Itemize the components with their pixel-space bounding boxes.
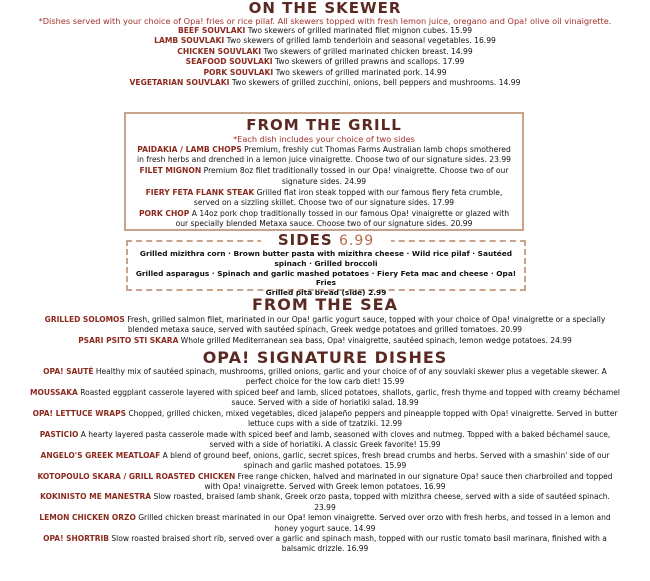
menu-item [0,472,650,492]
grill-title: FROM THE GRILL [246,116,402,134]
item-desc: A blend of ground beef, onions, garlic, secret spices, fresh bread crumbs and herbs. Served with a smashin' side of our spinach and garlic mashed potatoes. 15.99 [160,450,610,470]
signature-title: OPA! SIGNATURE DISHES [202,348,448,367]
item-name: OPA! SAUTÉ [43,367,94,376]
item-name: MOUSSAKA [30,387,78,397]
menu-item [0,36,650,46]
sides-line: Grilled asparagus · Spinach and garlic mashed potatoes · Fiery Feta mac and cheese · Opa! Fries [135,268,517,288]
menu-item [0,388,650,408]
item-name: OPA! SHORTRIB [43,534,110,544]
menu-item [0,78,650,88]
item-desc: Two skewers of grilled zucchini, onions, bell peppers and mushrooms. 14.99 [229,78,521,88]
skewer-title: ON THE SKEWER [248,0,402,17]
item-name: FILET MIGNON [139,166,202,176]
item-desc: Two skewers of grilled lamb tenderloin and seasonal vegetables. 16.99 [224,36,496,46]
menu-item [0,68,650,78]
item-name: SEAFOOD SOUVLAKI [185,57,273,67]
item-name: PORK SOUVLAKI [203,67,274,77]
sides-section [126,231,526,298]
item-desc: A 14oz pork chop traditionally tossed in our famous Opa! vinaigrette or glazed with our specially blended Metaxa sauce. Choose two of our signature sides. 20.99 [175,209,510,229]
grill-section [124,112,524,231]
item-name: FIERY FETA FLANK STEAK [145,187,255,197]
sides-heading: SIDES [277,231,333,249]
item-name: LEMON CHICKEN ORZO [39,513,136,523]
menu-item [0,492,650,512]
menu-item [0,336,650,346]
menu-item [0,26,650,36]
item-desc: Grilled chicken breast marinated in our Opa! lemon vinaigrette. Served over orzo with fresh herbs, and tossed in a lemon and honey yogurt sauce. 14.99 [135,513,611,533]
menu-item [126,145,522,165]
sides-title [261,232,391,249]
item-desc: Two skewers of grilled marinated filet mignon cubes. 15.99 [245,26,473,35]
menu-item [0,409,650,429]
item-name: LAMB SOUVLAKI [154,36,225,46]
item-name: PAIDAKIA / LAMB CHOPS [137,145,242,154]
item-name: CHICKEN SOUVLAKI [177,46,262,56]
menu-item [0,47,650,57]
item-desc: Slow roasted, braised lamb shank, Greek orzo pasta, topped with mizithra cheese, served with a side of sautéed spinach. 23.99 [151,492,610,512]
item-desc: Free range chicken, halved and marinated in our signature Opa! sauce then charbroiled and topped with Opa! vinaigrette. Served with Greek lemon potatoes. 16.99 [204,471,613,491]
menu-item [0,513,650,533]
menu-item [126,166,522,186]
item-name: PSARI PSITO STI SKARA [78,335,179,345]
item-desc: Whole grilled Mediterranean sea bass, Opa! vinaigrette, sautéed spinach, lemon wedge potatoes. 24.99 [178,335,572,345]
item-desc: Two skewers of grilled prawns and scallops. 17.99 [272,57,465,67]
skewer-note: *Dishes served with your choice of Opa! fries or rice pilaf. All skewers topped with fresh lemon juice, oregano and Opa! olive oil vinaigrette. [38,16,612,26]
sides-line: Grilled pita bread (side) 2.99 [265,288,387,298]
menu-item [0,430,650,450]
item-name: BEEF SOUVLAKI [177,26,246,35]
sides-price: 6.99 [338,233,375,249]
menu-item [0,534,650,554]
menu-item [0,367,650,387]
skewer-section [0,0,650,88]
item-desc: Grilled flat iron steak topped with our famous fiery feta crumble, served on a sizzling skillet. Choose two of our signature sides. 17.99 [193,187,503,208]
item-name: KOKINISTO ME MANESTRA [40,492,152,502]
item-desc: Premium 8oz filet traditionally tossed in our Opa! vinaigrette. Choose two of our signature sides. 24.99 [201,166,509,186]
grill-note: *Each dish includes your choice of two sides [233,134,415,144]
item-desc: Slow roasted braised short rib, served over a garlic and spinach mash, topped with our rustic tomato basil marinara, finished with a balsamic drizzle. 16.99 [109,534,607,554]
sides-line: Grilled mizithra corn · Brown butter pasta with mizithra cheese · Wild rice pilaf · Sautéed spinach · Grilled broccoli [139,249,513,268]
item-desc: Fresh, grilled salmon filet, marinated in our Opa! garlic yogurt sauce, topped with your choice of Opa! vinaigrette or a specially blended metaxa sauce, served with sautéed spinach, Greek wedge potatoes and grilled tomatoes. 20.99 [124,315,606,335]
sea-title: FROM THE SEA [252,295,398,314]
item-name: PORK CHOP [138,209,190,219]
item-name: KOTOPOULO SKARA / GRILL ROASTED CHICKEN [37,471,236,481]
sea-section [0,315,650,347]
item-desc: Chopped, grilled chicken, mixed vegetables, diced jalapeño peppers and pineapple topped with Opa! vinaigrette. Served in butter lettuce cups with a side of tzatziki. 12.99 [125,408,618,429]
item-desc: Premium, freshly cut Thomas Farms Australian lamb chops smothered in fresh herbs and drenched in a lemon juice vinaigrette. Choose two of our signature sides. 23.99 [137,145,511,165]
menu-item [0,57,650,67]
item-name: GRILLED SOLOMOS [44,315,125,324]
item-name: VEGETARIAN SOUVLAKI [129,78,230,88]
menu-item [0,315,650,335]
item-name: PASTICIO [39,429,79,439]
item-name: OPA! LETTUCE WRAPS [32,408,126,418]
menu-item [126,188,522,208]
item-desc: Two skewers of grilled marinated pork. 14.99 [273,67,447,77]
menu-item [126,209,522,229]
item-desc: Healthy mix of sautéed spinach, mushrooms, grilled onions, garlic and your choice of of any souvlaki skewer plus a vegetable skewer. A perfect choice for the low carb diet! 15.99 [93,367,607,387]
item-desc: Two skewers of grilled marinated chicken breast. 14.99 [261,46,473,56]
menu-item [0,451,650,471]
item-desc: Roasted eggplant casserole layered with spiced beef and lamb, sliced potatoes, shallots, garlic, fresh thyme and topped with creamy béchamel sauce. Served with a side of horiatiki salad. 18.99 [77,387,620,408]
signature-section [0,367,650,555]
item-name: ANGELO'S GREEK MEATLOAF [40,450,161,460]
item-desc: A hearty layered pasta casserole made with spiced beef and lamb, seasoned with cloves and nutmeg. Topped with a baked béchamel sauce, served with a side of horiatiki. A classic Greek favorite! 15.99 [78,429,611,449]
